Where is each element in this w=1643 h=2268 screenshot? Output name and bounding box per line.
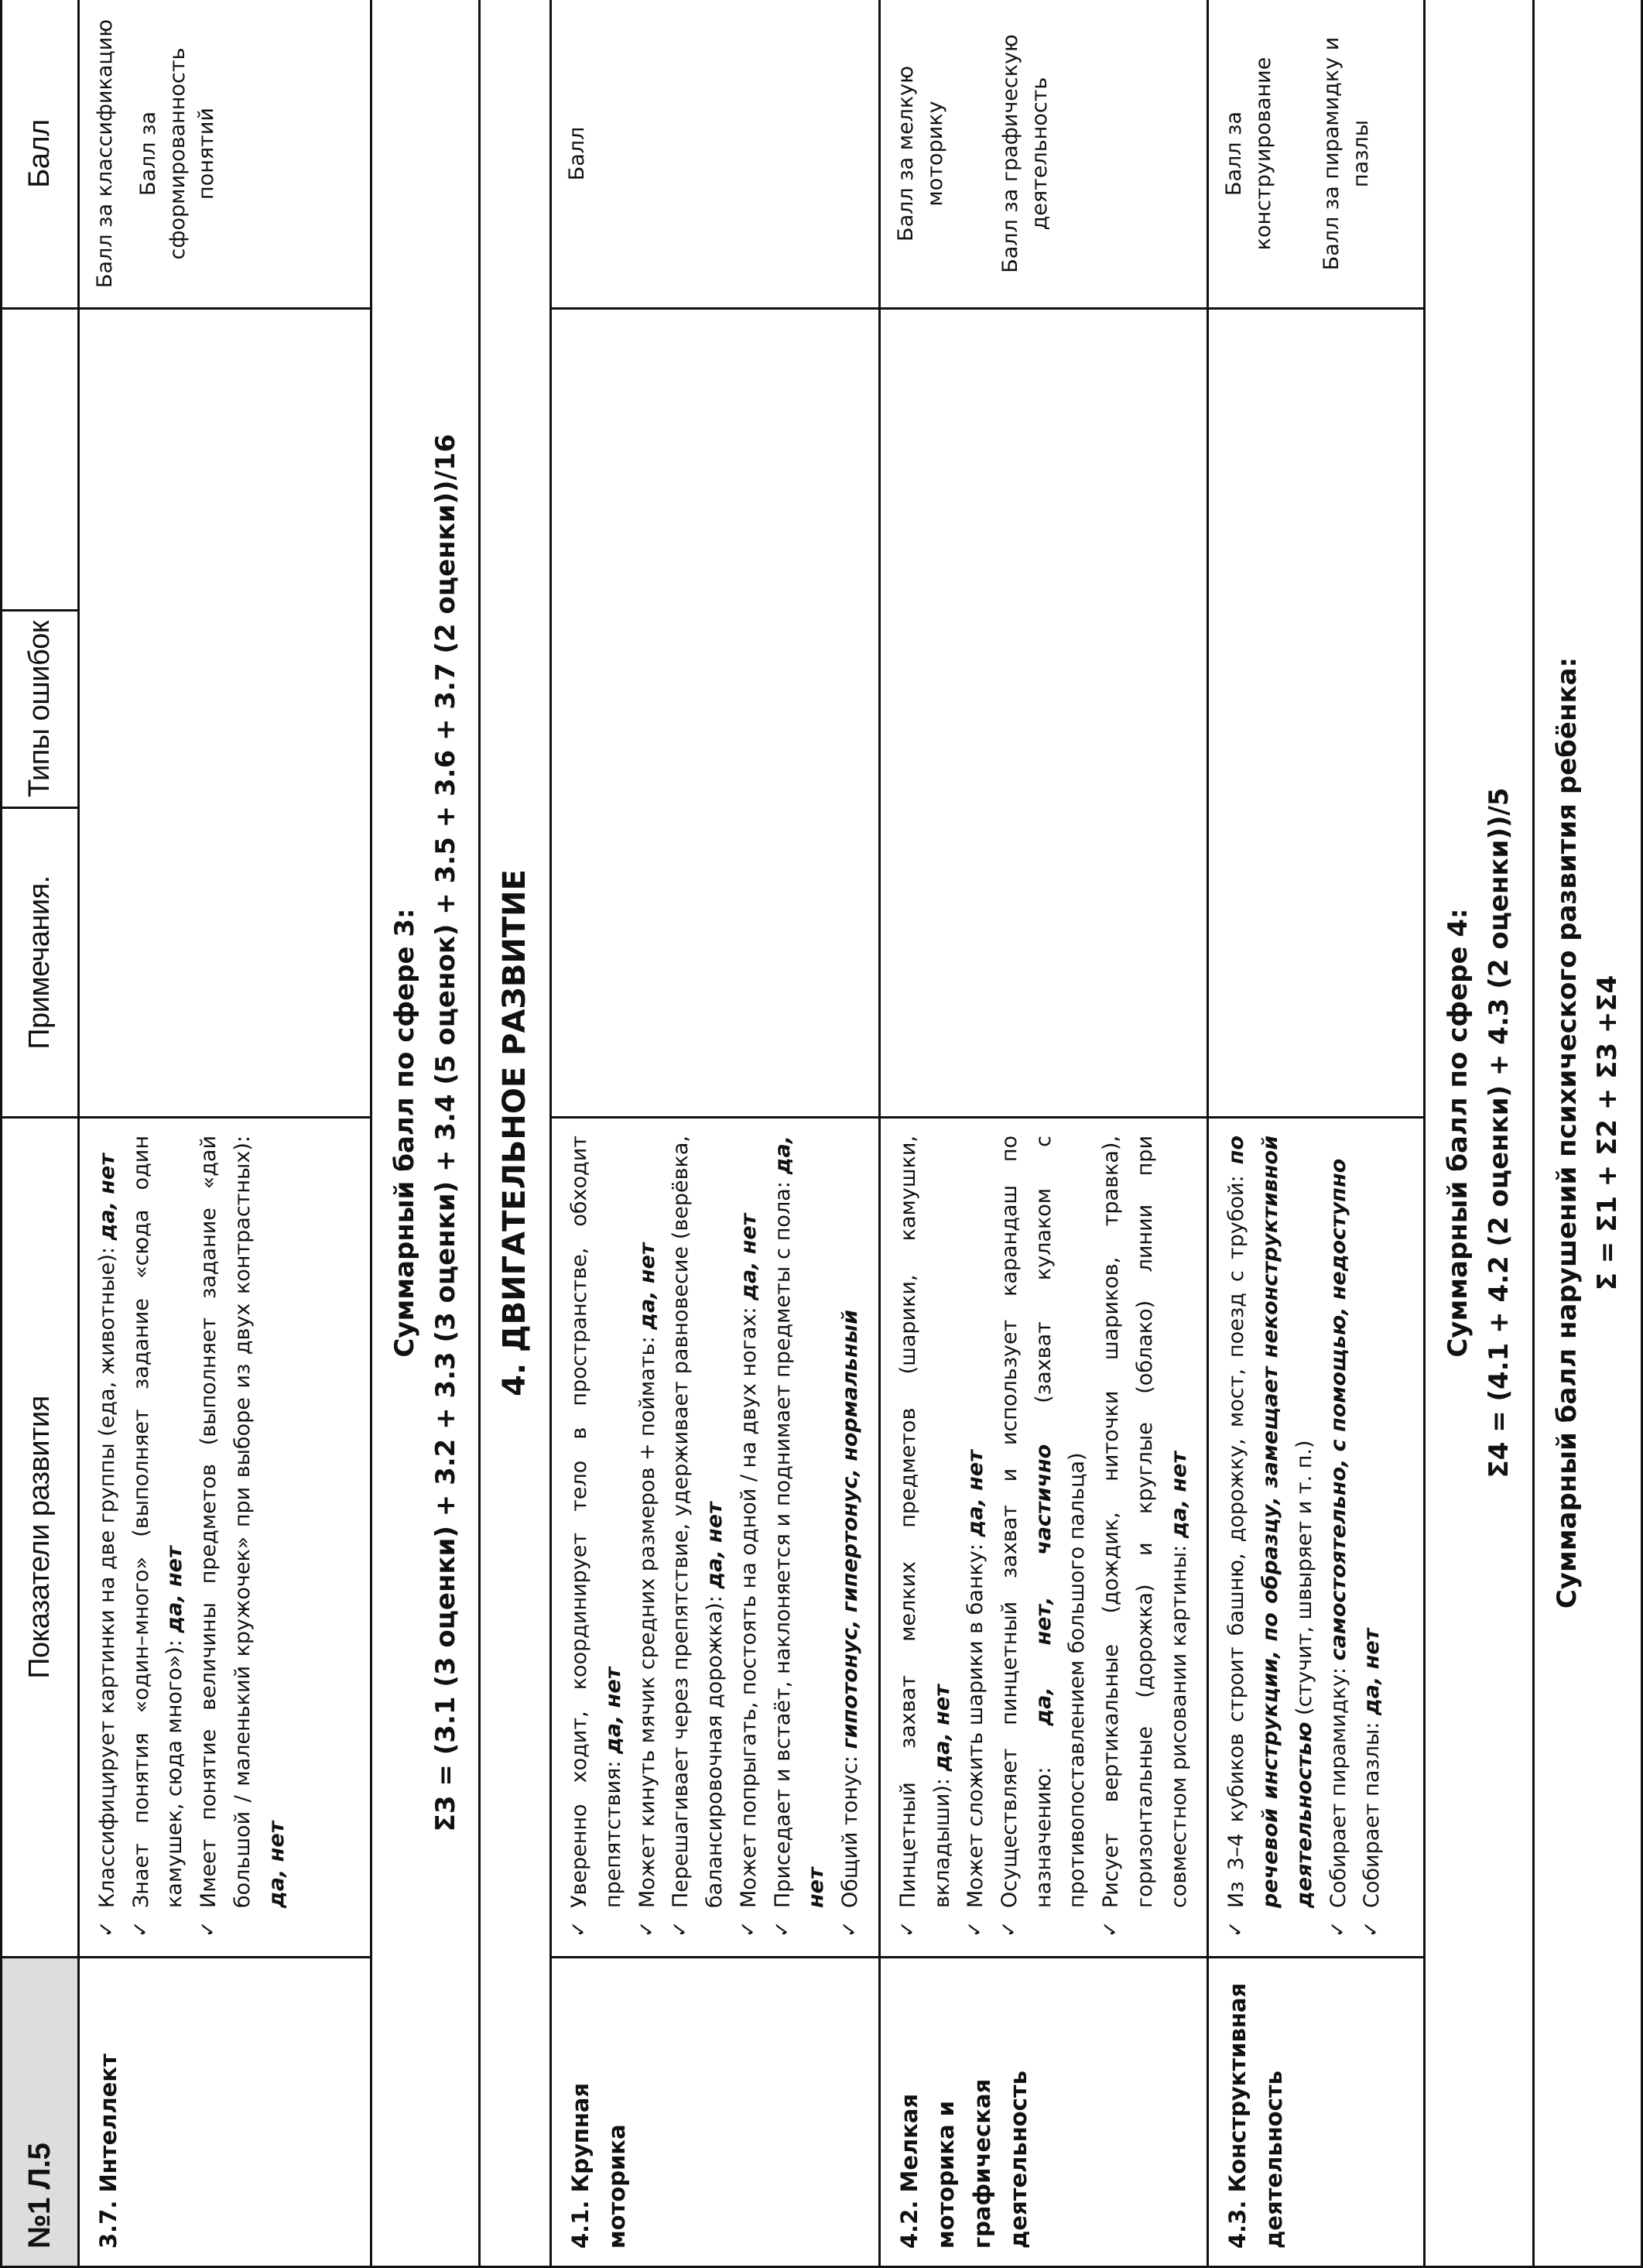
row-sum4 [1425,0,1533,2267]
indicators-intellect [79,1118,371,1958]
row-section4 [480,0,551,2267]
score-label: Балл за конструирование [1222,57,1276,251]
list-item: ✓ Пинцетный захват мелких предметов (шарики, камушки, вкладыши): да, нет [892,1136,959,1939]
list-item: ✓ Уверенно ходит, координирует тело в пространстве, обходит препятствия: да, нет [563,1136,630,1939]
row-name-fine-motor: 4.2. Мелкая моторика и графическая деятельность [879,1958,1208,2267]
sum3-cell [371,0,480,2267]
list-item: ✓ Классифицирует картинки на две группы (еда, животные): да, нет [91,1136,125,1939]
list-item: ✓ Знает понятия «один–много» (выполняет задание «сюда один камушек, сюда много»): да, нет [125,1136,192,1939]
section4-title: 4. ДВИГАТЕЛЬНОЕ РАЗВИТИЕ [480,0,551,2267]
list-item: ✓ Может кинуть мячик средних размеров + поймать: да, нет [631,1136,665,1939]
indicators-fine-motor [879,1118,1208,1958]
notes-cell-gross-motor[interactable] [551,309,880,1118]
score-label: Балл за сформированность понятий [135,47,219,260]
sum4-cell [1425,0,1533,2267]
list-item: ✓ Приседает и встаёт, наклоняется и поднимает предметы с пола: да, нет [766,1136,833,1939]
header-score: Балл [2,0,79,309]
score-cell-gross-motor [551,0,880,309]
sum3-title: Суммарный балл по сфере 3: [389,908,420,1358]
score-label: Балл [565,126,590,181]
total-formula: Σ = Σ1 + Σ2 + Σ3 +Σ4 [1592,975,1624,1291]
score-label: Балл за графическую деятельность [998,34,1053,273]
row-name-constructive: 4.3. Конструктивная деятельность [1208,1958,1425,2267]
total-title: Суммарный балл нарушений психического развития ребёнка: [1551,656,1583,1609]
header-errors: Типы ошибок [2,611,79,808]
header-row [2,0,79,2267]
sum4-formula: Σ4 = (4.1 + 4.2 (2 оценки) + 4.3 (2 оценки))/5 [1484,787,1515,1478]
row-total [1533,0,1641,2267]
row-intellect [79,0,371,2267]
list-item: ✓ Осуществляет пинцетный захват и использует карандаш по назначению: да, нет, частично (захват кулаком с противопоставлением большого пальца) [993,1136,1094,1939]
indicators-constructive [1208,1118,1425,1958]
row-fine-motor [879,0,1208,2267]
notes-cell-fine-motor[interactable] [879,309,1208,1118]
list-item: ✓ Собирает пазлы: да, нет [1355,1136,1389,1939]
score-label: Балл за мелкую моторику [893,66,947,242]
row-gross-motor [551,0,880,2267]
list-item: ✓ Имеет понятие величины предметов (выполняет задание «дай большой / маленький кружочек» при выборе из двух контрастных): да, нет [192,1136,293,1939]
sum4-title: Суммарный балл по сфере 4: [1443,908,1474,1358]
list-item: ✓ Собирает пирамидку: самостоятельно, с помощью, недоступно [1322,1136,1356,1939]
indicators-gross-motor [551,1118,880,1958]
notes-cell-intellect[interactable] [79,309,371,1118]
score-label: Балл за пирамидку и пазлы [1319,36,1373,271]
header-notes: Примечания. [2,808,79,1118]
list-item: ✓ Может попрыгать, постоять на одной / на двух ногах: да, нет [732,1136,766,1939]
score-cell-intellect [79,0,371,309]
score-cell-constructive [1208,0,1425,309]
total-cell [1533,0,1641,2267]
header-spacer [2,309,79,611]
score-cell-fine-motor [879,0,1208,309]
sheet-tag: №1 Л.5 [2,1958,79,2267]
header-indicators: Показатели развития [2,1118,79,1958]
sum3-formula: Σ3 = (3.1 (3 оценки) + 3.2 + 3.3 (3 оценки) + 3.4 (5 оценок) + 3.5 + 3.6 + 3.7 (2 оценки))/16 [430,433,461,1832]
list-item: ✓ Перешагивает через препятствие, удерживает равновесие (верёвка, балансировочная дорожка): да, нет [664,1136,731,1939]
score-label: Балл за классификацию [93,19,117,289]
row-name-gross-motor: 4.1. Крупная моторика [551,1958,880,2267]
list-item: ✓ Может сложить шарики в банку: да, нет [959,1136,993,1939]
list-item: ✓ Рисует вертикальные (дождик, ниточки шариков, травка), горизонтальные (дорожка) и круглые (облако) линии при совместном рисовании картины: да, нет [1094,1136,1196,1939]
row-name-intellect: 3.7. Интеллект [79,1958,371,2267]
notes-cell-constructive[interactable] [1208,309,1425,1118]
row-constructive [1208,0,1425,2267]
list-item: ✓ Из 3–4 кубиков строит башню, дорожку, мост, поезд с трубой: по речевой инструкции, по образцу, замещает неконструктивной деятельностью (стучит, швыряет и т. п.) [1220,1136,1321,1939]
list-item: ✓ Общий тонус: гипотонус, гипертонус, нормальный [833,1136,868,1939]
row-sum3 [371,0,480,2267]
